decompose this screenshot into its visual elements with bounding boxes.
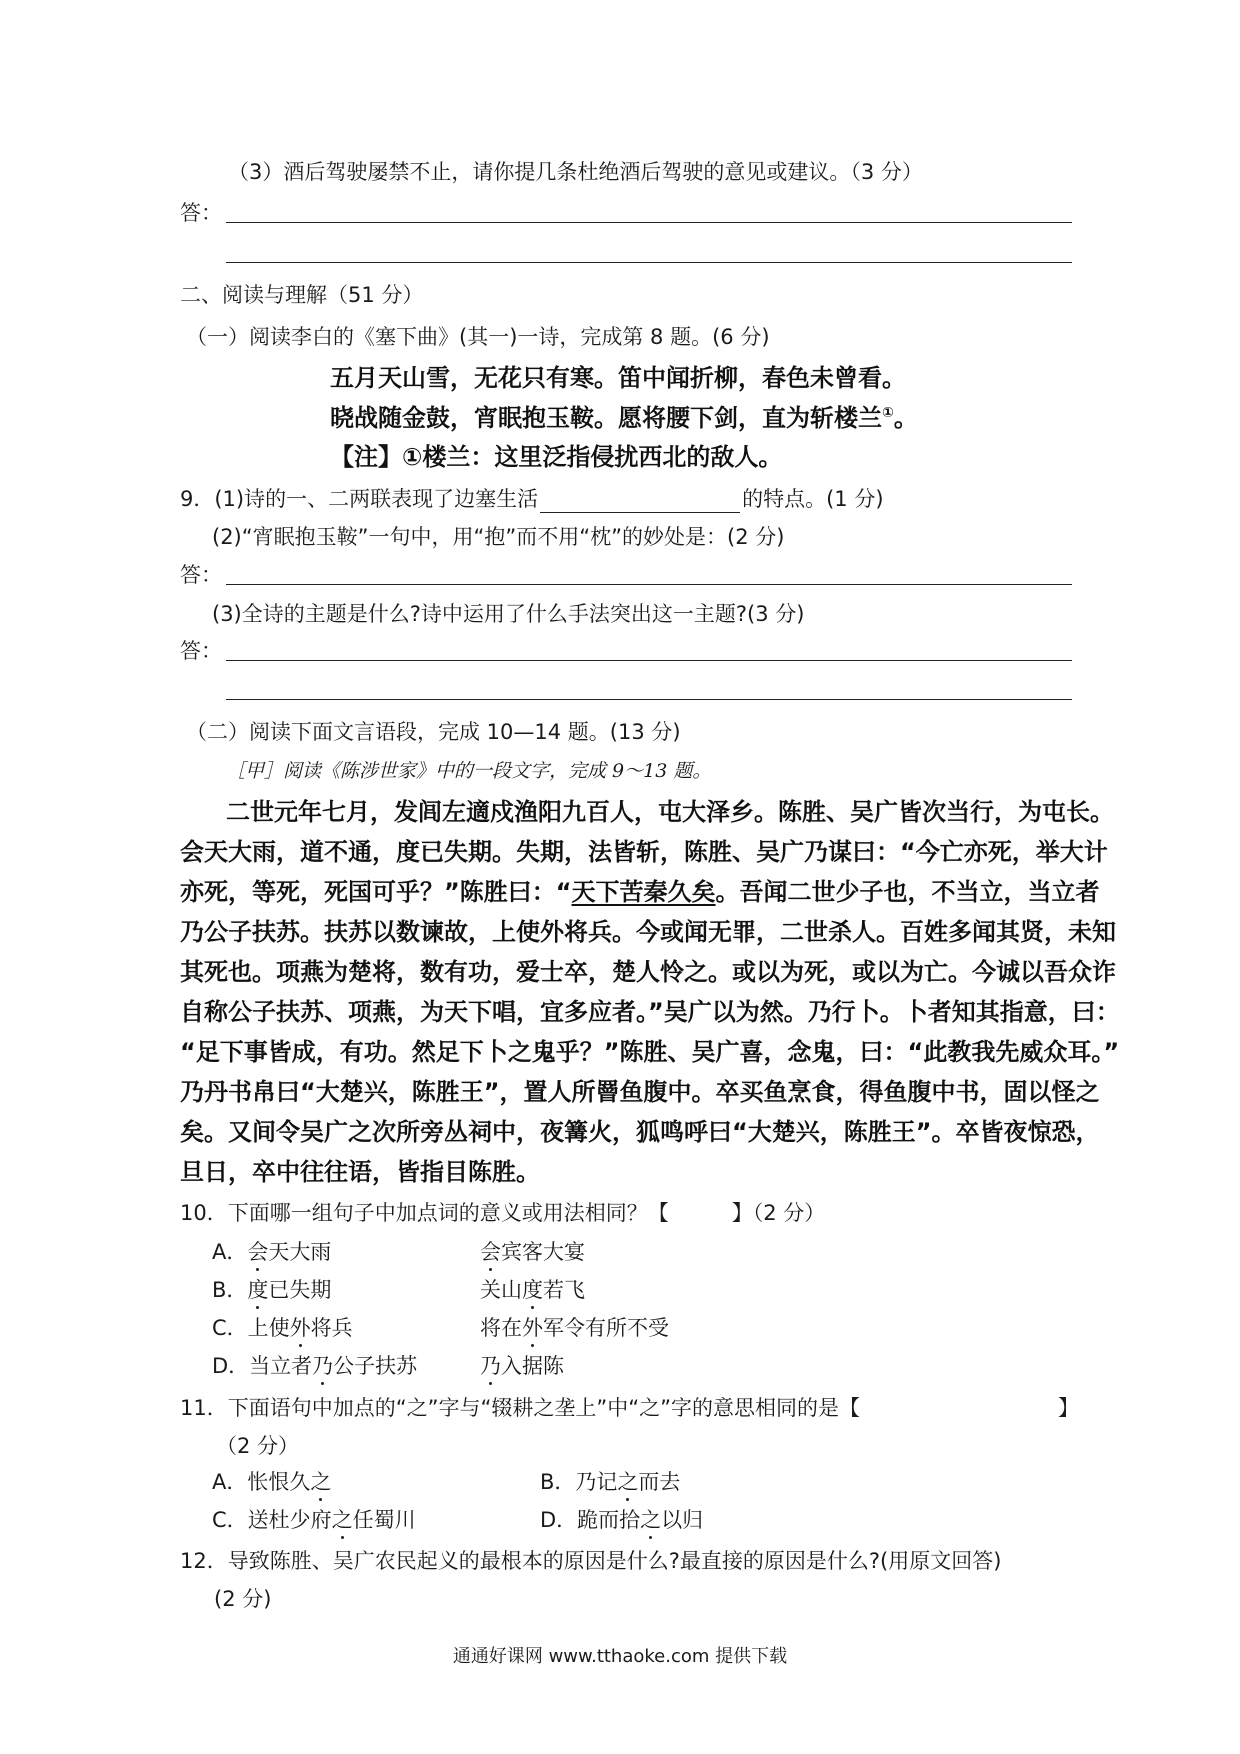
passage-text: 亦死，等死，死国可乎？”陈胜曰：“ (180, 878, 572, 906)
answer-line (226, 660, 1072, 661)
dotted-word: 之 (331, 1508, 353, 1532)
fill-blank[interactable] (540, 492, 740, 513)
option-text: 以归 (661, 1508, 704, 1532)
passage-line: 二世元年七月，发闾左適戍渔阳九百人，屯大泽乡。陈胜、吴广皆次当行，为屯长。 (226, 798, 1114, 826)
q10-option-d-compare (480, 1352, 564, 1380)
q10-option-d[interactable] (212, 1352, 417, 1380)
q10-option-a-compare (480, 1238, 585, 1266)
answer-line (226, 222, 1072, 223)
option-label: B． (212, 1278, 248, 1302)
answer-line (226, 699, 1072, 700)
q11-option-c[interactable] (212, 1506, 416, 1534)
option-label: D． (212, 1354, 250, 1378)
option-text: 入据陈 (501, 1354, 564, 1378)
dotted-word: 度 (247, 1278, 269, 1302)
option-text: 任蜀川 (352, 1508, 416, 1532)
option-text: 乃记 (575, 1470, 618, 1494)
section-heading: 二、阅读与理解（51 分） (180, 283, 424, 307)
passage-text: 。吾闻二世少子也，不当立，当立者 (715, 878, 1100, 906)
option-text: 关山 (480, 1278, 522, 1302)
option-text: 怅恨久 (247, 1470, 311, 1494)
q11-option-a[interactable] (212, 1468, 331, 1496)
option-text: 公子扶苏 (333, 1354, 418, 1378)
answer-bracket-close: 】 (1058, 1396, 1079, 1420)
q11-score: （2 分） (216, 1434, 300, 1458)
q12-stem: 12．导致陈胜、吴广农民起义的最根本的原因是什么?最直接的原因是什么?(用原文回答) (180, 1549, 1002, 1573)
dotted-word: 乃 (480, 1354, 501, 1378)
poem-note: 【注】①楼兰：这里泛指侵扰西北的敌人。 (330, 443, 783, 471)
dotted-word: 外 (289, 1316, 311, 1340)
poem-line-2 (330, 402, 918, 434)
answer-line (226, 262, 1072, 263)
q9-part3: (3)全诗的主题是什么?诗中运用了什么手法突出这一主题?(3 分) (212, 602, 805, 626)
q10-option-c-compare (480, 1314, 669, 1342)
poem-line-2-end: 。 (893, 404, 918, 432)
dotted-word: 会 (480, 1240, 501, 1264)
option-label: C． (212, 1316, 248, 1340)
part2-subheading: ［甲］阅读《陈涉世家》中的一段文字，完成 9～13 题。 (226, 760, 712, 782)
page-footer: 通通好课网 www.tthaoke.com 提供下载 (452, 1646, 788, 1667)
passage-line: 其死也。项燕为楚将，数有功，爱士卒，楚人怜之。或以为死，或以为亡。今诚以吾众诈 (180, 958, 1116, 986)
option-text: 宾客大宴 (501, 1240, 585, 1264)
q9-part2: (2)“宵眠抱玉鞍”一句中，用“抱”而不用“枕”的妙处是：(2 分) (212, 525, 785, 549)
q8-3-prompt: （3）酒后驾驶屡禁不止，请你提几条杜绝酒后驾驶的意见或建议。（3 分） (228, 160, 923, 184)
passage-line: 矣。又间令吴广之次所旁丛祠中，夜篝火，狐鸣呼曰“大楚兴，陈胜王”。卒皆夜惊恐， (180, 1118, 1100, 1146)
q11-option-b[interactable] (540, 1468, 680, 1496)
underlined-sentence: 天下苦秦久矣 (571, 878, 716, 906)
passage-line: 乃丹书帛曰“大楚兴，陈胜王”，置人所罾鱼腹中。卒买鱼烹食，得鱼腹中书，固以怪之 (180, 1078, 1100, 1106)
answer-line (226, 584, 1072, 585)
passage-line: 自称公子扶苏、项燕，为天下唱，宜多应者。”吴广以为然。乃行卜。卜者知其指意，曰： (180, 998, 1120, 1026)
q12-score: (2 分) (214, 1587, 272, 1611)
part1-heading: （一）阅读李白的《塞下曲》(其一)一诗，完成第 8 题。(6 分) (186, 325, 770, 349)
option-text: 跪而拾 (577, 1508, 641, 1532)
q10-option-c[interactable] (212, 1314, 353, 1342)
option-text: 上使 (247, 1316, 290, 1340)
option-text: 已失期 (268, 1278, 332, 1302)
option-label: A． (212, 1470, 248, 1494)
passage-line: “足下事皆成，有功。然足下卜之鬼乎？”陈胜、吴广喜，念鬼，曰：“此教我先威众耳。” (180, 1038, 1120, 1066)
dotted-word: 之 (640, 1508, 662, 1532)
passage-line: 乃公子扶苏。扶苏以数谏故，上使外将兵。今或闻无罪，二世杀人。百姓多闻其贤，未知 (180, 918, 1116, 946)
dotted-word: 度 (522, 1278, 543, 1302)
q9-part1 (180, 485, 884, 513)
q9-part1-after: 的特点。(1 分) (742, 487, 884, 511)
poem-line-2-text: 晓战随金鼓，宵眠抱玉鞍。愿将腰下剑，直为斩楼兰 (330, 404, 882, 432)
q10-option-b-compare (480, 1276, 585, 1304)
dotted-word: 会 (247, 1240, 269, 1264)
dotted-word: 乃 (312, 1354, 334, 1378)
option-text: 当立者 (249, 1354, 313, 1378)
q10-option-a[interactable] (212, 1238, 331, 1266)
poem-line-1: 五月天山雪，无花只有寒。笛中闻折柳，春色未曾看。 (330, 364, 906, 392)
option-label: C． (212, 1508, 248, 1532)
option-text: 送杜少府 (247, 1508, 332, 1532)
answer-label: 答： (180, 201, 222, 225)
option-label: B． (540, 1470, 576, 1494)
passage-line: 会天大雨，道不通，度已失期。失期，法皆斩，陈胜、吴广乃谋曰：“今亡亦死，举大计 (180, 838, 1108, 866)
option-text: 天大雨 (268, 1240, 332, 1264)
part2-heading: （二）阅读下面文言语段，完成 10—14 题。(13 分) (186, 720, 681, 744)
dotted-word: 外 (522, 1316, 543, 1340)
option-text: 军令有所不受 (543, 1316, 669, 1340)
option-text: 而去 (638, 1470, 681, 1494)
q10-option-b[interactable] (212, 1276, 331, 1304)
q11-stem: 11．下面语句中加点的“之”字与“辍耕之垄上”中“之”字的意思相同的是【 (180, 1396, 860, 1420)
dotted-word: 之 (310, 1470, 332, 1494)
passage-line: 旦日，卒中往往语，皆指目陈胜。 (180, 1158, 540, 1186)
option-label: D． (540, 1508, 578, 1532)
option-text: 若飞 (543, 1278, 585, 1302)
q10-stem: 10．下面哪一组句子中加点词的意义或用法相同？【 】（2 分） (180, 1201, 826, 1225)
option-text: 将在 (480, 1316, 522, 1340)
option-label: A． (212, 1240, 248, 1264)
answer-label: 答： (180, 639, 222, 663)
passage-line (180, 876, 1100, 908)
answer-label: 答： (180, 563, 222, 587)
q9-part1-before: 9．(1)诗的一、二两联表现了边塞生活 (180, 487, 539, 511)
dotted-word: 之 (617, 1470, 639, 1494)
footnote-mark: ① (882, 405, 894, 421)
option-text: 将兵 (310, 1316, 353, 1340)
q11-option-d[interactable] (540, 1506, 703, 1534)
